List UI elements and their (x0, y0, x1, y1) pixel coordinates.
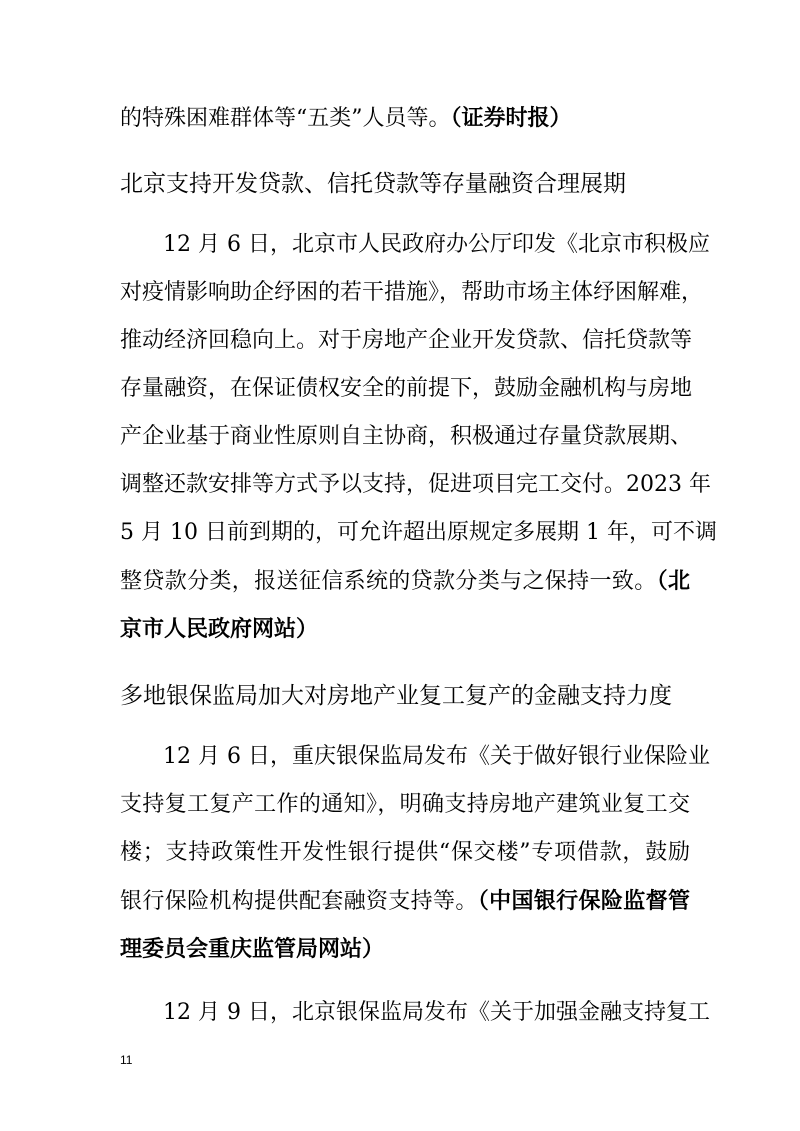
body-text: 银行保险机构提供配套融资支持等。 (120, 889, 478, 914)
article-heading: 北京支持开发贷款、信托贷款等存量融资合理展期 (120, 171, 626, 197)
paragraph-line: 12 月 9 日，北京银保监局发布《关于加强金融支持复工 (163, 1000, 710, 1025)
previous-paragraph-end (120, 103, 690, 134)
paragraph-line: 支持复工复产工作的通知》，明确支持房地产建筑业复工交 (120, 792, 690, 817)
paragraph-line: 对疫情影响助企纾困的若干措施》，帮助市场主体纾困解难， (120, 280, 704, 305)
paragraph-line: 12 月 6 日，重庆银保监局发布《关于做好银行业保险业 (163, 744, 710, 769)
source-citation: （中国银行保险监督管 (477, 888, 690, 914)
paragraph-line (120, 566, 690, 597)
source-citation: （北 (656, 568, 690, 594)
paragraph-line: 推动经济回稳向上。对于房地产企业开发贷款、信托贷款等 (120, 328, 693, 353)
body-text: 的特殊困难群体等“五类”人员等。 (120, 106, 451, 131)
paragraph-line: 调整还款安排等方式予以支持，促进项目完工交付。2023 年 (120, 472, 711, 497)
page-number: 11 (120, 1053, 133, 1067)
paragraph-line: 楼；支持政策性开发性银行提供“保交楼”专项借款，鼓励 (120, 840, 690, 865)
paragraph-line: 产企业基于商业性原则自主协商，积极通过存量贷款展期、 (120, 424, 693, 449)
source-citation: 理委员会重庆监管局网站） (120, 936, 385, 962)
paragraph-line: 5 月 10 日前到期的，可允许超出原规定多展期 1 年，可不调 (120, 520, 717, 545)
source-citation: 京市人民政府网站） (120, 616, 319, 642)
paragraph-line: 12 月 6 日，北京市人民政府办公厅印发《北京市积极应 (163, 232, 710, 257)
source-citation: （证券时报） (450, 105, 572, 131)
paragraph-line: 存量融资，在保证债权安全的前提下，鼓励金融机构与房地 (120, 376, 693, 401)
body-text: 整贷款分类，报送征信系统的贷款分类与之保持一致。 (120, 569, 657, 594)
paragraph-line (120, 886, 690, 917)
article-heading: 多地银保监局加大对房地产业复工复产的金融支持力度 (120, 683, 672, 709)
